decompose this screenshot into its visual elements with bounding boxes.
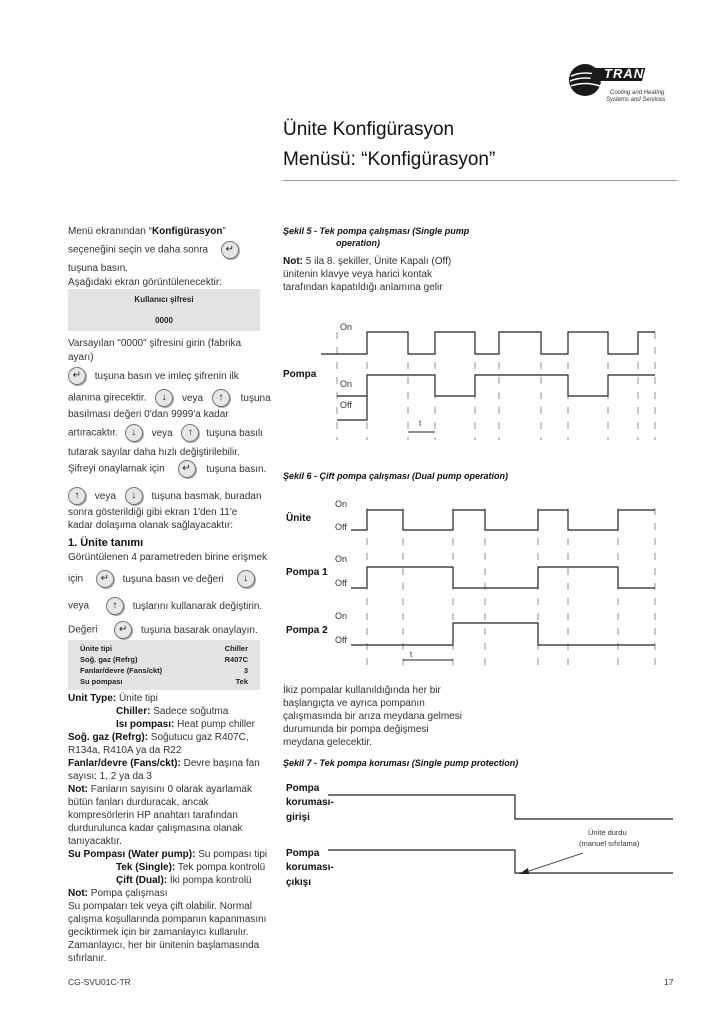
- fig6-on-1: On: [335, 499, 348, 509]
- def-note1-l3: durdurulunca kadar çalışmasına olanak: [68, 823, 243, 834]
- fig5-off: Off: [340, 400, 352, 410]
- arrow-head-icon: [519, 868, 529, 874]
- enter-key-icon: ↵: [114, 621, 132, 639]
- fig6-text-3: çalışmasında bir arıza meydana gelmesi: [283, 711, 462, 722]
- def-note2-l3: geciktirmek için bir zamanlayıcı kullanılır.: [68, 927, 249, 938]
- p2-line2: ayarı): [68, 352, 94, 363]
- fig6-text-1: İkiz pompalar kullanıldığında her bir: [283, 685, 441, 696]
- pump2-signal: [351, 623, 655, 645]
- fig5-note: Not: 5 ila 8. şekiller, Ünite Kapalı (Off): [283, 256, 452, 267]
- enter-key-icon: ↵: [221, 241, 239, 259]
- fig7-stop-1: Ünite durdu: [588, 828, 627, 837]
- pump1-signal: [351, 567, 655, 588]
- section-heading: 1. Ünite tanımı: [68, 537, 144, 549]
- def-gas-2: R134a, R410A ya da R22: [68, 745, 182, 756]
- p2-line1: Varsayılan "0000" şifresini girin (fabrika: [68, 338, 242, 349]
- p6-line4: Değeri ↵ tuşuna basarak onaylayın.: [68, 621, 258, 639]
- down-key-icon: ↓: [125, 424, 143, 442]
- def-note2: Not: Pompa çalışması: [68, 888, 168, 899]
- page-title-line1: Ünite Konfigürasyon: [283, 119, 455, 140]
- up-key-icon: ↑: [181, 424, 199, 442]
- fig6-pompa1: Pompa 1: [286, 567, 328, 578]
- enter-key-icon: ↵: [178, 460, 196, 478]
- up-key-icon: ↑: [106, 597, 124, 615]
- fig7-out-3: çıkışı: [286, 877, 312, 888]
- def-note1-l1: bütün fanları durduracak, ancak: [68, 797, 209, 808]
- intro-text-3: tuşuna basın.: [68, 263, 129, 274]
- def-note1: Not: Fanların sayısını 0 olarak ayarlamak: [68, 784, 252, 795]
- def-gas: Soğ. gaz (Refrg): Soğutucu gaz R407C,: [68, 732, 249, 743]
- p3-line2: alanına girecektir. ↓ veya ↑ tuşuna: [68, 389, 271, 407]
- p5-line1: ↑ veya ↓ tuşuna basmak, buradan: [68, 487, 262, 505]
- pump-on-signal: [337, 375, 655, 396]
- up-key-icon: ↑: [68, 487, 86, 505]
- p3-line1: ↵ tuşuna basın ve imleç şifrenin ilk: [68, 367, 239, 385]
- def-fans-2: sayısı: 1, 2 ya da 3: [68, 771, 152, 782]
- fig6-on-3: On: [335, 611, 348, 621]
- fig6-text-2: başlangıçta ve ayrıca pompanın: [283, 698, 425, 709]
- up-key-icon: ↑: [212, 389, 230, 407]
- param-row: Soğ. gaz (Refrg) R407C: [80, 655, 248, 664]
- fig6-text-5: meydana gelecektir.: [283, 737, 372, 748]
- param-row: Fanlar/devre (Fans/ckt) 3: [80, 666, 248, 675]
- fig5-on-top: On: [340, 322, 353, 332]
- fig7-stop-2: (manuel sıfırlama): [579, 839, 640, 848]
- fig6-text-4: durumunda bir pompa değişmesi: [283, 724, 429, 735]
- def-note2-l4: Zamanlayıcı, her bir ünitenin başlamasında: [68, 940, 260, 951]
- param-row: Ünite tipi Chiller: [80, 644, 248, 653]
- fig7-in-2: koruması-: [286, 797, 334, 808]
- fig6-caption: Şekil 6 - Çift pompa çalışması (Dual pump operation): [283, 471, 509, 481]
- fig6-on-2: On: [335, 554, 348, 564]
- def-pump: Su Pompası (Water pump): Su pompası tipi: [68, 849, 268, 860]
- fig5-note-l2: tarafından kapatıldığı anlamına gelir: [283, 282, 443, 293]
- fig5-timing-diagram: [283, 312, 678, 442]
- fig7-out-1: Pompa: [286, 848, 320, 859]
- password-label: Kullanıcı şifresi: [134, 295, 194, 304]
- def-heat-pump: Isı pompası: Heat pump chiller: [116, 719, 255, 730]
- protection-output-signal: [328, 850, 673, 873]
- unit-signal: [351, 510, 655, 530]
- fig6-unite: Ünite: [286, 513, 311, 524]
- down-key-icon: ↓: [155, 389, 173, 407]
- fig6-off-3: Off: [335, 635, 347, 645]
- brand-name: TRANE: [604, 66, 654, 81]
- param-row: Su pompası Tek: [80, 677, 248, 686]
- fig5-note-l1: ünitenin klavye veya harici kontak: [283, 269, 432, 280]
- fig6-timing-diagram: [283, 490, 678, 670]
- fig6-off-1: Off: [335, 522, 347, 532]
- fig5-on: On: [340, 379, 353, 389]
- password-screen: [68, 289, 260, 331]
- unit-parameter-screen: [68, 640, 260, 690]
- fig7-out-2: koruması-: [286, 862, 334, 873]
- p5-line3: kadar dolaşıma olanak sağlayacaktır:: [68, 520, 234, 531]
- def-chiller: Chiller: Sadece soğutma: [116, 706, 229, 717]
- down-key-icon: ↓: [125, 487, 143, 505]
- fig5-caption: Şekil 5 - Tek pompa çalışması (Single pump: [283, 226, 470, 236]
- enter-key-icon: ↵: [68, 367, 86, 385]
- guide-ticks: [337, 332, 655, 440]
- fig7-caption: Şekil 7 - Tek pompa koruması (Single pump protection): [283, 758, 519, 768]
- p6-line3: veya ↑ tuşlarını kullanarak değiştirin.: [68, 597, 262, 615]
- def-note2-l1: Su pompaları tek veya çift olabilir. Normal: [68, 901, 252, 912]
- fig6-off-2: Off: [335, 578, 347, 588]
- stop-arrow: [523, 853, 583, 873]
- protection-input-signal: [328, 795, 673, 819]
- unit-signal: [321, 332, 655, 354]
- page-number: 17: [664, 977, 674, 987]
- fig6-pompa2: Pompa 2: [286, 625, 328, 636]
- fig5-pompa: Pompa: [283, 369, 317, 380]
- down-key-icon: ↓: [237, 570, 255, 588]
- p4-line: Şifreyi onaylamak için ↵ tuşuna basın.: [68, 460, 266, 478]
- p3-line5: tutarak sayılar daha hızlı değiştirilebilir.: [68, 447, 240, 458]
- fig7-timing-diagram: [283, 775, 678, 895]
- p6-line2: için ↵ tuşuna basın ve değeri ↓: [68, 570, 255, 588]
- p3-line4: artıracaktır. ↓ veya ↑ tuşuna basılı: [68, 424, 263, 442]
- p5-line2: sonra gösterildiği gibi ekran 1'den 11'e: [68, 507, 238, 518]
- def-dual: Çift (Dual): İki pompa kontrolü: [116, 875, 252, 886]
- def-note1-l2: kompresörlerin HP anahtarı tarafından: [68, 810, 238, 821]
- def-note2-l2: çalışma koşullarında pompanın kapanmasını: [68, 914, 267, 925]
- fig6-t: t: [410, 650, 413, 659]
- p6-line1: Görüntülenen 4 parametreden birine erişmek: [68, 552, 267, 563]
- title-rule: [283, 180, 677, 181]
- fig7-in-3: girişi: [286, 812, 310, 823]
- footer-doc-code: CG-SVU01C-TR: [68, 977, 131, 987]
- def-note2-l5: sıfırlanır.: [68, 953, 107, 964]
- enter-key-icon: ↵: [96, 570, 114, 588]
- fig5-t: t: [419, 419, 422, 428]
- def-single: Tek (Single): Tek pompa kontrolü: [116, 862, 266, 873]
- intro-text-2: seçeneğini seçin ve daha sonra ↵: [68, 241, 239, 259]
- brand-tagline-2: Systems and Services: [606, 97, 666, 103]
- intro-text-4: Aşağıdaki ekran görüntülenecektir:: [68, 277, 222, 288]
- brand-tagline-1: Cooling and Heating: [610, 90, 665, 96]
- def-note1-l4: tanıyacaktır.: [68, 836, 122, 847]
- p3-line3: basılması değeri 0'dan 9999'a kadar: [68, 409, 229, 420]
- page-title-line2: Menüsü: “Konfigürasyon”: [283, 149, 496, 170]
- fig5-caption-2: operation): [336, 238, 380, 248]
- def-fans: Fanlar/devre (Fans/ckt): Devre başına fan: [68, 758, 260, 769]
- def-unit-type: Unit Type: Ünite tipi: [68, 693, 158, 704]
- fig7-in-1: Pompa: [286, 783, 320, 794]
- password-value: 0000: [155, 316, 173, 325]
- intro-text: Menü ekranından “Konfigürasyon”: [68, 226, 226, 237]
